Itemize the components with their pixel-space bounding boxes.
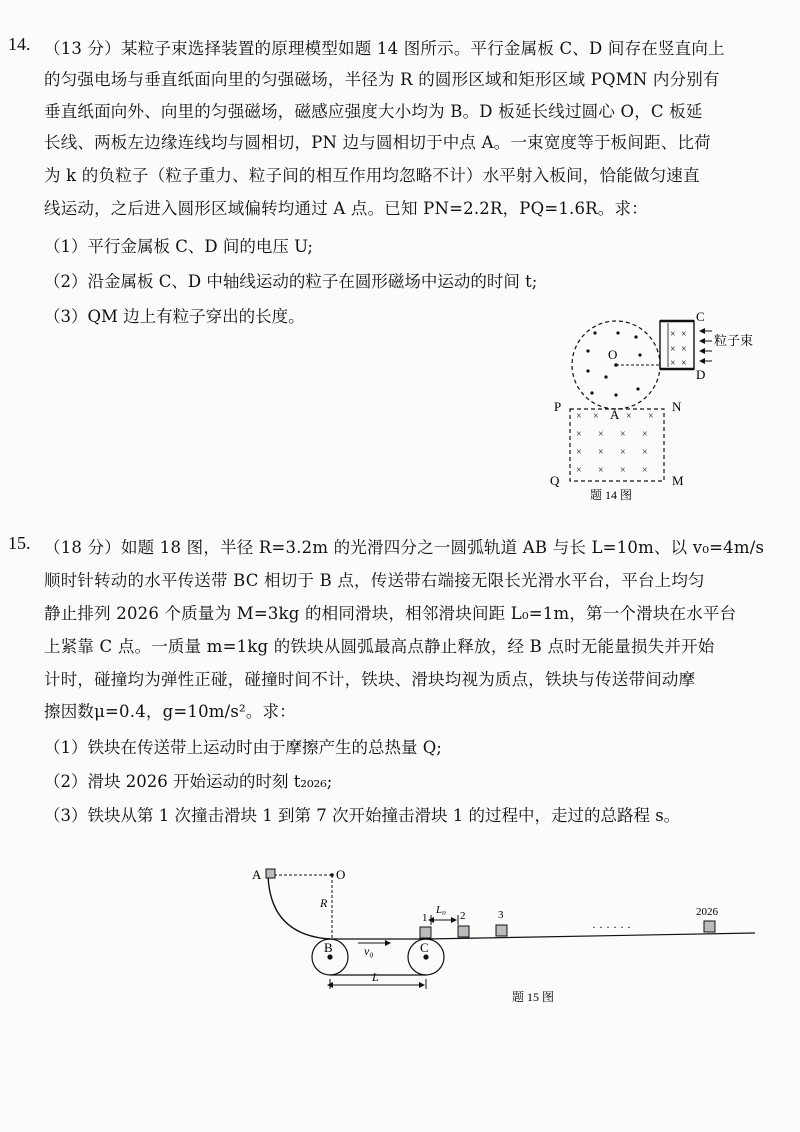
label-N: N bbox=[672, 399, 682, 414]
svg-text:×: × bbox=[598, 429, 604, 440]
svg-text:×: × bbox=[670, 358, 676, 369]
label-beam: 粒子束 bbox=[714, 333, 754, 348]
question-text-line: 的匀强电场与垂直纸面向里的匀强磁场，半径为 R 的圆形区域和矩形区域 PQMN 内分别有 bbox=[44, 70, 720, 89]
question-text-line: 静止排列 2026 个质量为 M=3kg 的相同滑块，相邻滑块间距 L₀=1m，第一个滑块在水平台 bbox=[44, 604, 737, 623]
label-D: D bbox=[696, 367, 706, 382]
label-block-2: 2 bbox=[460, 910, 466, 922]
figure-15-caption: 题 15 图 bbox=[512, 990, 555, 1004]
question-number: 15. bbox=[8, 533, 31, 553]
label-dots: · · · · · · bbox=[592, 920, 631, 934]
svg-text:×: × bbox=[681, 344, 687, 355]
svg-text:×: × bbox=[593, 411, 599, 422]
label-O: O bbox=[336, 867, 346, 882]
svg-text:×: × bbox=[681, 329, 687, 340]
question-text-line: （13 分）某粒子束选择装置的原理模型如题 14 图所示。平行金属板 C、D 间存在竖直向上 bbox=[44, 39, 725, 58]
svg-text:×: × bbox=[598, 465, 604, 476]
sub-question-3: （3）QM 边上有粒子穿出的长度。 bbox=[44, 307, 305, 326]
svg-text:×: × bbox=[620, 465, 626, 476]
label-block-3: 3 bbox=[498, 909, 504, 921]
plates-CD bbox=[660, 321, 694, 369]
label-L: L bbox=[372, 970, 379, 984]
platform bbox=[426, 933, 755, 939]
svg-text:×: × bbox=[670, 329, 676, 340]
svg-text:×: × bbox=[576, 429, 582, 440]
svg-text:×: × bbox=[576, 447, 582, 458]
sub-question-2: （2）沿金属板 C、D 中轴线运动的粒子在圆形磁场中运动的时间 t; bbox=[44, 272, 538, 291]
label-v0: v₀ bbox=[364, 944, 374, 958]
label-A: A bbox=[252, 867, 262, 882]
sub-question-1: （1）铁块在传送带上运动时由于摩擦产生的总热量 Q; bbox=[44, 738, 442, 757]
svg-text:×: × bbox=[576, 411, 582, 422]
question-text-line: 计时，碰撞均为弹性正碰，碰撞时间不计，铁块、滑块均视为质点，铁块与传送带间动摩 bbox=[44, 670, 696, 689]
label-block-1: 1 bbox=[422, 912, 428, 924]
svg-text:×: × bbox=[642, 447, 648, 458]
svg-text:×: × bbox=[642, 465, 648, 476]
label-block-2026: 2026 bbox=[696, 906, 718, 918]
svg-text:×: × bbox=[670, 344, 676, 355]
question-text-line: 上紧靠 C 点。一质量 m=1kg 的铁块从圆弧最高点静止释放，经 B 点时无能量损失并开始 bbox=[44, 637, 715, 656]
question-text-line: 顺时针转动的水平传送带 BC 相切于 B 点，传送带右端接无限长光滑水平台，平台上均匀 bbox=[44, 571, 705, 590]
svg-text:×: × bbox=[598, 447, 604, 458]
iron-block bbox=[266, 869, 275, 878]
slider-blocks bbox=[420, 921, 715, 938]
svg-text:×: × bbox=[620, 429, 626, 440]
label-R: R bbox=[320, 896, 328, 910]
svg-text:×: × bbox=[576, 465, 582, 476]
label-P: P bbox=[554, 399, 562, 414]
figure-14-caption: 题 14 图 bbox=[590, 488, 633, 502]
sub-question-3: （3）铁块从第 1 次撞击滑块 1 到第 7 次开始撞击滑块 1 的过程中，走过的总路程 s。 bbox=[44, 806, 681, 825]
sub-question-1: （1）平行金属板 C、D 间的电压 U; bbox=[44, 237, 313, 256]
svg-text:×: × bbox=[626, 411, 632, 422]
beam-arrows bbox=[700, 331, 712, 361]
svg-text:×: × bbox=[681, 358, 687, 369]
svg-text:×: × bbox=[648, 411, 654, 422]
label-L0: L₀ bbox=[436, 904, 446, 916]
label-Q: Q bbox=[550, 473, 560, 488]
label-C: C bbox=[420, 940, 429, 955]
question-text-line: 长线、两板左边缘连线均与圆相切，PN 边与圆相切于中点 A。一束宽度等于板间距、比荷 bbox=[44, 133, 711, 152]
field-out-dots bbox=[586, 331, 641, 396]
figure-14 bbox=[520, 305, 790, 505]
svg-text:×: × bbox=[642, 429, 648, 440]
question-text-line: 垂直纸面向外、向里的匀强磁场，磁感应强度大小均为 B。D 板延长线过圆心 O，C 板延 bbox=[44, 102, 703, 121]
question-text-line: （18 分）如题 18 图，半径 R=3.2m 的光滑四分之一圆弧轨道 AB 与长 L=10m、以 v₀=4m/s bbox=[44, 538, 765, 557]
figure-15 bbox=[240, 855, 760, 1015]
svg-text:×: × bbox=[620, 447, 626, 458]
question-text-line: 线运动，之后进入圆形区域偏转均通过 A 点。已知 PN=2.2R，PQ=1.6R。求： bbox=[44, 199, 648, 218]
question-text-line: 擦因数μ=0.4，g=10m/s²。求： bbox=[44, 702, 296, 721]
label-C: C bbox=[696, 309, 705, 324]
label-A: A bbox=[610, 407, 620, 422]
label-B: B bbox=[324, 940, 333, 955]
question-number: 14. bbox=[8, 34, 31, 54]
label-O: O bbox=[608, 347, 618, 362]
sub-question-2: （2）滑块 2026 开始运动的时刻 t₂₀₂₆; bbox=[44, 772, 333, 791]
label-M: M bbox=[672, 473, 684, 488]
question-text-line: 为 k 的负粒子（粒子重力、粒子间的相互作用均忽略不计）水平射入板间，恰能做匀速直 bbox=[44, 166, 700, 185]
